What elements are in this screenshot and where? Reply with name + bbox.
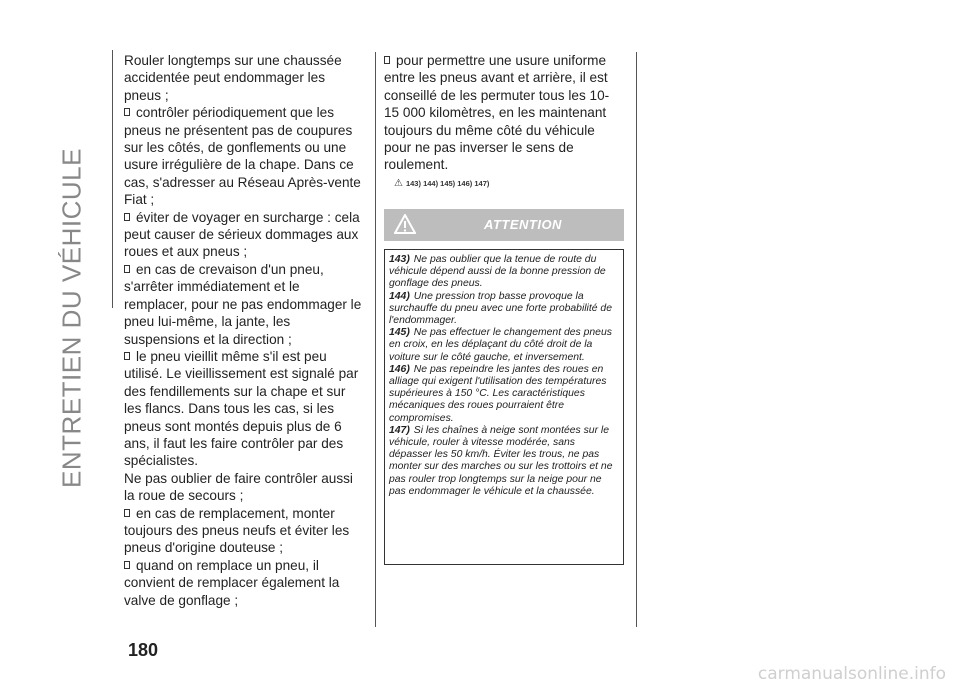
- page-number: 180: [128, 640, 159, 660]
- attention-item-number: 143): [389, 254, 410, 265]
- bullet-box-icon: [124, 561, 130, 569]
- paragraph: [124, 261, 364, 348]
- warning-triangle-icon: ⚠: [394, 178, 403, 189]
- attention-header: [384, 209, 624, 241]
- paragraph: [124, 505, 364, 557]
- paragraph: [124, 209, 364, 261]
- paragraph: [124, 52, 364, 104]
- paragraph: [124, 470, 364, 505]
- column-divider-mid: [375, 52, 376, 627]
- attention-box: [384, 249, 624, 565]
- bullet-box-icon: [124, 108, 130, 116]
- bullet-box-icon: [384, 56, 390, 64]
- paragraph-text: Ne pas oublier de faire contrôler aussi la roue de secours ;: [124, 470, 353, 504]
- attention-item-number: 144): [389, 290, 410, 302]
- paragraph-text: en cas de crevaison d'un pneu, s'arrêter immédiatement et le remplacer, pour ne pas endommager le pneu lui-même, la jante, les suspensions et la direction ;: [124, 261, 362, 347]
- bullet-box-icon: [124, 509, 130, 517]
- paragraph-text: le pneu vieillit même s'il est peu utilisé. Le vieillissement est signalé par des fendillements sur la chape et sur les flancs. Dans tous les cas, si les pneus sont montés depuis plus de 6 ans, il faut les faire contrôler par des spécialistes.: [124, 348, 359, 469]
- attention-title: ATTENTION: [484, 217, 562, 232]
- paragraph: [124, 348, 364, 470]
- paragraph: [124, 104, 364, 208]
- attention-item-text: Une pression trop basse provoque la surchauffe du pneu avec une forte probabilité de l'endommager.: [389, 290, 612, 327]
- column-divider-left: [112, 50, 113, 308]
- attention-item: [389, 364, 619, 425]
- watermark: carmanualsonline.info: [757, 664, 946, 684]
- column-divider-right: [636, 52, 637, 627]
- attention-item-number: 147): [389, 424, 410, 436]
- attention-item: [389, 291, 619, 328]
- bullet-box-icon: [124, 265, 130, 273]
- attention-item-number: 145): [389, 327, 410, 339]
- section-title-vertical: ENTRETIEN DU VÉHICULE: [56, 148, 87, 488]
- attention-item: [389, 327, 619, 364]
- bullet-box-icon: [124, 352, 130, 360]
- text-column-2: [384, 52, 624, 174]
- paragraph: [124, 557, 364, 609]
- attention-item: [389, 254, 619, 291]
- paragraph-text: en cas de remplacement, monter toujours des pneus neufs et éviter les pneus d'origine douteuse ;: [124, 505, 350, 556]
- paragraph-text: pour permettre une usure uniforme entre les pneus avant et arrière, il est conseillé de les permuter tous les 10-15 000 kilomètres, en les maintenant toujours du même côté du véhicule pour ne pas inverser le sens de roulement.: [384, 53, 610, 173]
- paragraph-text: Rouler longtemps sur une chaussée accidentée peut endommager les pneus ;: [124, 53, 342, 103]
- bullet-box-icon: [124, 213, 130, 221]
- attention-item: [389, 425, 619, 498]
- paragraph-text: éviter de voyager en surcharge : cela peut causer de sérieux dommages aux roues et aux pneus ;: [124, 209, 360, 260]
- attention-item-text: Si les chaînes à neige sont montées sur le véhicule, rouler à vitesse modérée, sans dépasser les 50 km/h. Éviter les trous, ne pas monter sur des marches ou sur les trottoirs et ne pas rouler trop longtemps sur la neige pour ne pas endommager le véhicule et la chaussée.: [389, 424, 613, 497]
- warning-references: ⚠ 143) 144) 145) 146) 147): [394, 178, 490, 189]
- paragraph-text: quand on remplace un pneu, il convient de remplacer également la valve de gonflage ;: [124, 557, 340, 608]
- text-column-1: [124, 52, 364, 609]
- paragraph-text: contrôler périodiquement que les pneus ne présentent pas de coupures sur les côtés, de gonflements ou une usure irrégulière de la chape. Dans ce cas, s'adresser au Réseau Après-vente Fiat ;: [124, 105, 361, 208]
- attention-item-text: Ne pas oublier que la tenue de route du véhicule dépend aussi de la bonne pression de gonflage des pneus.: [389, 254, 606, 290]
- attention-item-number: 146): [389, 363, 410, 375]
- paragraph: [384, 52, 624, 174]
- attention-item-text: Ne pas repeindre les jantes des roues en alliage qui exigent l'utilisation des températures supérieures à 150 °C. Les caractéristiques mécaniques des roues pourraient être compromises.: [389, 363, 607, 424]
- attention-item-text: Ne pas effectuer le changement des pneus en croix, en les déplaçant du côté droit de la voiture sur le côté gauche, et inversement.: [389, 327, 612, 363]
